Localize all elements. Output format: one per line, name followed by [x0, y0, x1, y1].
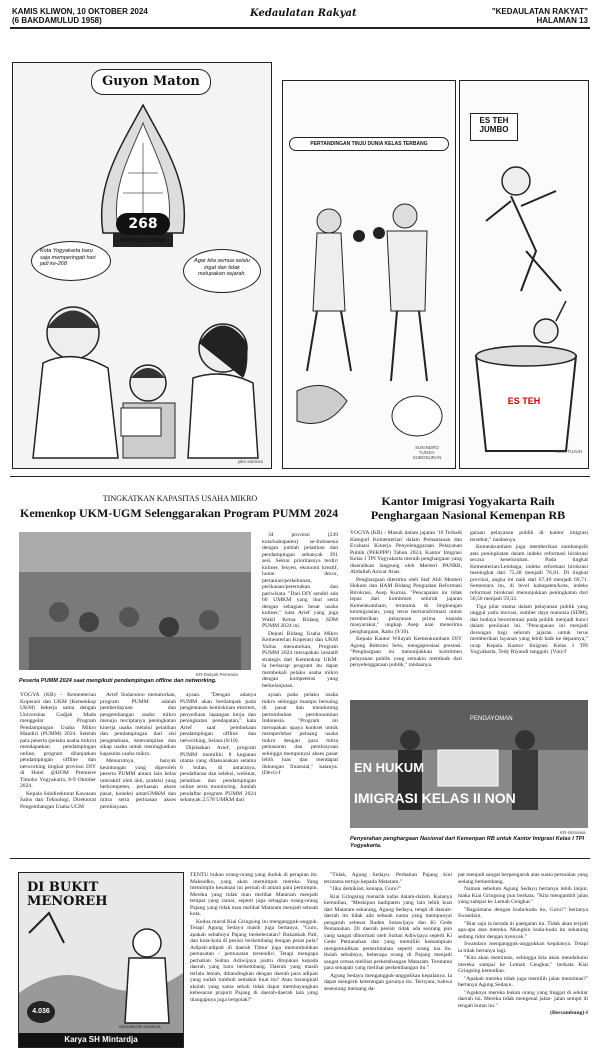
article2-photo: [350, 700, 588, 828]
serial-illustration: [18, 872, 184, 1048]
comic-banner: Guyon Maton: [91, 69, 211, 95]
article1-headline: Kemenkop UKM-UGM Selenggarakan Program PUMM 2024: [20, 506, 339, 520]
article1-column-4: ayaan pada pelaku usaha mikro sehingga mampu bersaing di pasar dan mendorong pertumbuhan perekonomian Indonesia. "Program ini merupakan upaya konkret untuk memperlebar peluang usaha mikro dengan para mitra pemasaran dan pembiayaan sehingga mempunyai akses pasar lebih luas dan mendapat dukungan finansial," katanya. (Devi)-f: [262, 692, 338, 776]
backdrop-text-3: IMIGRASI KELAS II NON: [354, 790, 516, 806]
serial-author: Karya SH Mintardja: [19, 1033, 183, 1047]
serial-episode-number: 4.036: [27, 1001, 55, 1023]
article2-column-2: garaan pelayanan publik di kantor imigrasi tersebut," tandasnya. Kemenkumham juga memberikan sumbangsih atas peningkatan dalam indeks reformasi birokrasi secara keseluruhan. Pada tingkat Kementerian/Lembaga, indeks reformasi birokrasi meningkat dari 75,48 menjadi 76,81. Di tingkat provinsi, angka ini naik dari 67,40 menjadi 69,71. Sementara itu, di level kabupaten/kota, indeks reformasi birokrasi menunjukkan peningkatan dari 56,56 menjadi 59,32. Tiga pilar utama dalam pelayanan publik yang unggul yaitu inovasi, sumber daya manusia (SDM), dan budaya berorientasi pada publik menjadi kunci dalam penilaian ini. "Pencapaian ini menjadi dorongan bagi seluruh jajaran untuk terus memberikan layanan yang lebih baik ke depannya," ucap Kepala Kantor Imigrasi Kelas I TPI Yogyakarta, Tedy Riyandi tangguh. (Vin)-f: [470, 530, 588, 655]
serial-column-3: pat menjadi sangat berpengaruh atas suatu persoalan yang sedang berkembang. Namun sebelum Agung Sedayu bertanya lebih lanjut, maka Kiai Gringsing pun berkata, "Kita mengambil jalan yang sampai ke Lemah Cengkar." "Bagaimana dengan kuda-kuda itu, Guru?" bertanya Swandaru. "Biar saja ia berada di pategalan itu. Tidak akan terjadi apa-apa atas mereka. Mungkin kuda-kuda itu sekarang sedang tidur dengan nyenyak." Swandaru mengangguk-anggukkan kepalanya. Tetapi ia tidak bertanya lagi. "Kita akan memintas, sehingga kita akan mendahului mereka sampai ke Lemah Cengkar," berkata Kiai Gringsing kemudian. "Apakah mereka tidak juga memilih jalan memintas?" bertanya Agung Sedayu. "Agaknya mereka bukan orang yang tinggal di sekitar daerah ini. Mereka tidak mengenal jalan- jalan sempit di tengah hutan ini." (Bersambung)-f: [458, 872, 588, 1016]
article1-photo-credit: KR-Dwiyati Permana: [196, 672, 238, 677]
article1-column-3: ayaan. "Dengan adanya PUMM akan berdampak pada pengentasan kemiskinan ekstrem, penyediaan lapangan kerja dan peningkatan pendapatan," kata Arief saat pembukaan pendampingan offline dan networking, Selasa (8/10). Dijelaskan Arief, program PUMM memiliki 8 kegiatan utama yang dilaksanakan selama 6 bulan, di antaranya, pendaftaran dan seleksi, webinar, pelatihan dan pendampingan online serta monitoring. Jumlah pendaftar program PUMM 2024 sebanyak 2.578 UMKM dari: [180, 692, 256, 803]
article1-column-1: YOGYA (KR) - Kementerian Koperasi dan UKM (Kemenkop UKM) bekerja sama dengan Universitas Gadjah Mada menggelar Program Pendampingan Usaha Mikro Mandiri (PUMM) 2024. Setelah para peserta (pelaku usaha mikro) mendapatkan pendampingan online, program dilanjutkan pendampingan offline dan networking tingkat provinsi DIY di Hotel @HOM Premiere Timoho Yogyakarta, 8-9 Oktober 2024. Kepala Subdirektorat Kawasan Sains dan Teknologi, Direktorat Pengembangan Usaha UGM: [20, 692, 96, 810]
boxing-illustration: [287, 161, 451, 461]
backdrop-text-1: PENGAYOMAN: [470, 716, 513, 722]
article1-caption: Peserta PUMM 2024 saat mengikuti pendampingan offline dan networking.: [19, 678, 217, 684]
issue-date: KAMIS KLIWON, 10 OKTOBER 2024 (6 BAKDAMULUD 1958): [12, 7, 148, 25]
speech-bubble-2: Agar kita semua selalu ingat dan tidak melupakan sejarah.: [183, 249, 261, 293]
comic-artist: joko santoso: [237, 459, 263, 464]
serial-title: DI BUKIT MENOREH: [27, 880, 108, 909]
masthead-logo: Kedaulatan Rakyat: [250, 8, 357, 19]
article1-column-right: 34 provinsi (249 kota/kabupaten) se-Indonesia dengan jumlah pelatihan dan pendampingan sebanyak 391 sesi. Sektor prioritasnya terdiri kuliner, fesyen, ekonomi kreatif, home decor, pertanian/perkebunan, perikanan/peternakan dan pariwisata. "Dari DIY sendiri ada 60 UMKM yang ikut serta dengan sebagian besar usaha kuliner," kata Arief yang juga Wakil Ketua Bidang SDM PUMM 2024 ini. Deputi Bidang Usaha Mikro Kementerian Koperasi dan UKM Yulius menuturkan, Program PUMM 2024 merupakan inisiatif strategis dari Kemenkop UKM. Ia berharap program itu dapat membekali pelaku usaha mikro dengan kompetensi yang berkelanjutan.: [262, 532, 338, 689]
comic-es-teh: [459, 80, 589, 469]
comic-caption: PERTANDINGAN TINJU DUNIA KELAS TERBANG: [289, 137, 449, 151]
article2-column-1: YOGYA (KR) - Masuk dalam jajaran '10 Terbaik Kategori Kementerian' dalam Pemantauan dan Evaluasi Kinerja Penyelenggaraan Pelayanan Publik (PEKPPP) Tahun 2024, Kantor Imigrasi Kelas I TPI Yogyakarta meraih penghargaan yang diserahkan langsung oleh Menteri PANRB, Abdullah Azwar Anas. Penghargaan diterima oleh Staf Ahli Menteri Hukum dan HAM Bidang Penguatan Reformasi Birokrasi, Asep Kurnia. "Pencapaian ini tidak lepas dari komitmen seluruh jajaran Kemenkumham, terutama di lingkungan keimigrasian, yang terus bertransformasi untuk memberikan pelayanan prima kepada masyarakat," ungkap Asep usai menerima penghargaan, Rabu (9/10). Kepala Kantor Wilayah Kemenkumham DIY Agung Rektono Seto, mengapresiasi prestasi. "Penghargaan ini menunjukkan komitmen pelayanan publik yang semakin membaik dari penyelenggaraan publik," tandasnya.: [350, 530, 462, 668]
serial-artist-credit: GUSTARA ERI SUDIRDJA: [119, 1025, 161, 1029]
cup-label: ES TEH: [507, 396, 541, 406]
page-info: "KEDAULATAN RAKYAT" HALAMAN 13: [491, 7, 588, 25]
serial-column-1: TENTU bukan orang-orang yang duduk di perapian itu. Maksudku, yang akan memimpin mereka. Yang memimpin kesatuan ini pernah di antara para pemimpin. Mereka yang tidak mau melihat Mataram menjadi tempat yang ramai, seperti juga sebagian orang-orang Pajang yang tidak mau melihat Mataram menjadi sebuah kota. Kedua murid Kiai Gringsing itu mengangguk-angguk. Tetapi Agung Sedayu masih juga bertanya, "Guru, apakah sebabnya Pajang berkeberatan? Bukankah Pati, dan kota-kota di pesisir berkembang dengan pesat pula? Adipati-adipati di daerah Timur juga menumbuhkan pemusatan - pemusatan tersendiri. Tetapi mengapa perhatian Sultan Adiwijaya justru ditujukan kepada daerah yang baru berkembang. Daerah yang masih terlalu lemah, dibandingkan dengan daerah para adipati yang sudah tumbuh semakin kuat itu? Atau barangkali akulah yang sama sekali tidak dapat membayangkan kebesaran prajurit Pajang di daerah-daerah lain yang diangapnya juga bergolak?": [190, 872, 318, 1003]
article2-photo-credit: KR-Istimewa: [560, 830, 586, 835]
comic-signature: SUKINDRO TUNJO-SUBOSURAN: [412, 445, 442, 460]
article2-caption: Penyerahan penghargaan Nasional dari Kemenpan RB untuk Kantor Imigrasi Kelas I TPI Yogyakarta.: [350, 836, 585, 849]
es-teh-illustration: [466, 151, 584, 461]
family-characters: [23, 288, 261, 458]
speech-bubble-1: Kota Yogyakarta baru saja memperingati hari jadi ke-268: [31, 241, 111, 281]
anniversary-number: 268: [116, 213, 170, 235]
article2-headline: Kantor Imigrasi Yogyakarta Raih Penghargaan Nasional Kemenpan RB: [370, 494, 566, 522]
header-rule: [10, 27, 590, 29]
backdrop-text-2: EN HUKUM: [354, 760, 425, 775]
article1-photo: [19, 532, 251, 670]
section-rule-2: [10, 858, 590, 859]
serial-column-2: "Tidak, Agung Sedayu. Perhatian Pajang kini terutama tertuju kepada Mataram." "Jika demikian, kenapa, Guru?" Kiai Gringsing menarik nafas dalam-dalam. Katanya kemudian, "Meskipun kadipaten yang lain lebih kuat dari Mataram sekarang, Agung Sedayu, tetapi di daerah-daerah itu tidak ada sebuah nama yang mempunyai pengaruh sebesar Raden Sutawijaya dan Ki Gede Pemanahan. Di daerah pesisir tidak ada seorang pun yang sangat dihormati oleh Sultan Adiwijaya seperti Ki Gede Pemanahan dan yang memiliki kemampuan mengemudikan pemerintahan seperti orang tua itu. Itulah sebabnya, beberapa orang di Pajang menjadi sangat cemas melihat perkembangan Mataram. Terutama para senapati yang melihat perkembangan itu." Agung Sedayu mengangguk-anggukkan kepalanya. Ia dapat mengerti keterangan gurunya itu. Ternyata, bahwa seseorang memang da-: [324, 872, 452, 992]
section-rule: [10, 476, 590, 477]
anniversary-ribbon: HUT KOTA JOGJA: [120, 238, 166, 244]
es-teh-sign: ES TEH JUMBO: [470, 113, 518, 141]
article1-kicker: TINGKATKAN KAPASITAS USAHA MIKRO: [102, 494, 258, 503]
article1-column-2: Arief Sudarsono menuturkan, program PUMM adalah pemberdayaan dan pengembangan usaha mikro menuju terciptanya peningkatan kinerja usaha melalui pelatihan dan pendampingan dari sisi pengetahuan, keterampilan dan sikap usaha untuk meningkatkan kapasitas usaha mikro. Menurutnya, banyak keuntungan yang diperoleh peserta PUMM antara lain kelas interaktif oleh ahli, praktisi yang berkompeten, perluasan akses pasar, koneksi antarUMKM dan mitra serta perluasan akses pembiayaan.: [100, 692, 176, 810]
comic-boxing: [282, 80, 456, 469]
comic-signature-wan: WAN TUJUH: [555, 449, 582, 454]
comic-guyon-maton: [12, 62, 272, 469]
